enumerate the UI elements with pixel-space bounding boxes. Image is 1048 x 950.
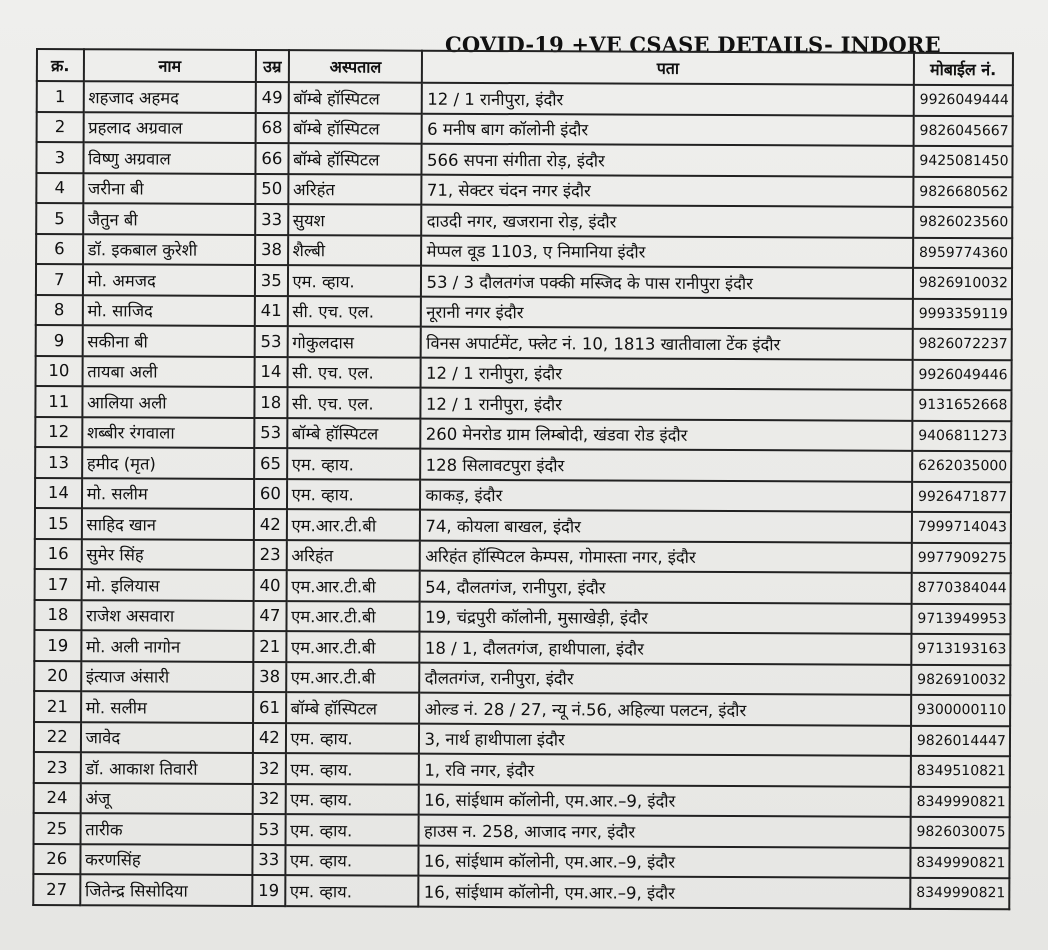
cell-mobile: 9406811273 <box>912 420 1012 451</box>
table-row <box>35 386 1011 421</box>
cell-serial: 4 <box>36 173 83 204</box>
table-row <box>36 234 1012 269</box>
cell-address: हाउस न. 258, आजाद नगर, इंदौर <box>419 815 910 848</box>
cell-mobile: 9713193163 <box>911 634 1011 665</box>
cell-mobile: 8959774360 <box>913 237 1013 268</box>
cell-serial: 16 <box>35 538 82 569</box>
cell-name: मो. अमजद <box>83 264 256 295</box>
header-mobile: मोबाईल नं. <box>913 53 1013 85</box>
cell-name: तायबा अली <box>82 356 255 387</box>
cell-hospital: एम.आर.टी.बी <box>286 570 420 601</box>
cell-mobile: 8349990821 <box>910 786 1010 817</box>
table-row <box>34 599 1010 634</box>
cell-age: 61 <box>253 692 286 723</box>
table-row <box>35 478 1011 513</box>
cell-hospital: बॉम्बे हॉस्पिटल <box>287 418 421 449</box>
cell-hospital: एम.आर.टी.बी <box>286 601 420 632</box>
cell-address: 566 सपना संगीता रोड़, इंदौर <box>422 144 913 177</box>
header-age: उम्र <box>256 50 289 82</box>
cell-hospital: बॉम्बे हॉस्पिटल <box>288 82 422 113</box>
table-row <box>35 538 1011 573</box>
cell-age: 33 <box>255 204 288 235</box>
cell-mobile: 9425081450 <box>913 146 1013 177</box>
table-row <box>36 295 1012 330</box>
cell-address: 16, सांईधाम कॉलोनी, एम.आर.–9, इंदौर <box>419 784 910 817</box>
cell-hospital: सी. एच. एल. <box>287 296 421 327</box>
cell-name: सकीना बी <box>82 325 255 356</box>
cell-hospital: एम. व्हाय. <box>285 753 419 784</box>
cell-name: जावेद <box>81 722 254 753</box>
cell-hospital: एम. व्हाय. <box>287 448 421 479</box>
cell-mobile: 9826910032 <box>912 268 1012 299</box>
case-details-table <box>32 48 1014 910</box>
cell-age: 68 <box>256 112 289 143</box>
cell-hospital: बॉम्बे हॉस्पिटल <box>286 692 420 723</box>
cell-mobile: 9926049446 <box>912 359 1012 390</box>
cell-hospital: बॉम्बे हॉस्पिटल <box>288 113 422 144</box>
cell-name: प्रहलाद अग्रवाल <box>83 112 256 143</box>
cell-age: 53 <box>255 326 288 357</box>
cell-mobile: 8349990821 <box>910 878 1010 909</box>
cell-age: 21 <box>253 631 286 662</box>
cell-mobile: 9826045667 <box>913 115 1013 146</box>
table-row <box>35 417 1011 452</box>
table-row <box>35 508 1011 543</box>
cell-name: सुमेर सिंह <box>81 539 254 570</box>
cell-hospital: एम. व्हाय. <box>286 723 420 754</box>
cell-age: 32 <box>253 783 286 814</box>
cell-mobile: 8349990821 <box>910 847 1010 878</box>
cell-serial: 2 <box>37 112 84 143</box>
cell-name: डॉ. आकाश तिवारी <box>80 752 253 783</box>
cell-hospital: एम.आर.टी.बी <box>286 662 420 693</box>
table-row <box>34 752 1010 787</box>
cell-address: 3, नार्थ हाथीपाला इंदौर <box>419 723 910 756</box>
cell-serial: 26 <box>33 843 80 874</box>
table-row <box>34 630 1010 665</box>
cell-hospital: शैल्बी <box>288 235 422 266</box>
table-row <box>36 173 1012 208</box>
cell-age: 53 <box>253 814 286 845</box>
cell-mobile: 9826680562 <box>913 176 1013 207</box>
cell-address: 18 / 1, दौलतगंज, हाथीपाला, इंदौर <box>420 632 911 665</box>
header-name: नाम <box>84 49 257 82</box>
document-title: COVID-19 +VE CSASE DETAILS- INDORE <box>445 32 941 57</box>
cell-age: 42 <box>253 722 286 753</box>
cell-name: जरीना बी <box>83 173 256 204</box>
cell-age: 49 <box>256 82 289 113</box>
cell-serial: 20 <box>34 660 81 691</box>
table-row <box>36 264 1012 299</box>
cell-hospital: एम. व्हाय. <box>285 875 419 906</box>
cell-age: 23 <box>254 539 287 570</box>
cell-serial: 14 <box>35 478 82 509</box>
cell-mobile: 9977909275 <box>911 542 1011 573</box>
cell-mobile: 9926049444 <box>913 85 1013 116</box>
table-row <box>35 447 1011 482</box>
cell-address: अरिहंत हॉस्पिटल केम्पस, गोमास्ता नगर, इंदौर <box>420 540 911 573</box>
cell-age: 66 <box>256 143 289 174</box>
cell-name: साहिद खान <box>82 508 255 539</box>
cell-hospital: एम.आर.टी.बी <box>286 631 420 662</box>
cell-name: हमीद (मृत) <box>82 447 255 478</box>
cell-name: शब्बीर रंगवाला <box>82 417 255 448</box>
cell-serial: 21 <box>34 691 81 722</box>
table-row <box>37 112 1013 147</box>
cell-serial: 22 <box>34 721 81 752</box>
cell-address: 6 मनीष बाग कॉलोनी इंदौर <box>422 113 913 146</box>
cell-serial: 24 <box>34 782 81 813</box>
cell-hospital: एम.आर.टी.बी <box>286 509 420 540</box>
cell-address: काकड़, इंदौर <box>420 479 911 512</box>
cell-name: शहजाद अहमद <box>83 81 256 112</box>
table-header-row <box>37 49 1013 85</box>
cell-serial: 23 <box>34 752 81 783</box>
table-row <box>34 691 1010 726</box>
table-row <box>37 81 1013 116</box>
table-row <box>33 874 1009 909</box>
cell-name: मो. इलियास <box>81 569 254 600</box>
header-hospital: अस्पताल <box>288 50 422 83</box>
cell-serial: 7 <box>36 264 83 295</box>
cell-name: करणसिंह <box>80 844 253 875</box>
cell-name: मो. सलीम <box>82 478 255 509</box>
cell-age: 53 <box>254 417 287 448</box>
cell-age: 47 <box>254 600 287 631</box>
cell-hospital: एम. व्हाय. <box>288 265 422 296</box>
cell-hospital: अरिहंत <box>288 174 422 205</box>
cell-mobile: 9826023560 <box>913 207 1013 238</box>
cell-serial: 5 <box>36 203 83 234</box>
table-row <box>36 142 1012 177</box>
cell-age: 19 <box>252 875 285 906</box>
cell-mobile: 9826910032 <box>911 664 1011 695</box>
cell-serial: 13 <box>35 447 82 478</box>
header-serial: क्र. <box>37 49 84 81</box>
cell-age: 32 <box>253 753 286 784</box>
cell-name: अंजू <box>80 783 253 814</box>
cell-address: 19, चंद्रपुरी कॉलोनी, मुसाखेड़ी, इंदौर <box>420 601 911 634</box>
cell-address: मेप्पल वूड 1103, ए निमानिया इंदौर <box>422 235 913 268</box>
cell-name: डॉ. इकबाल कुरेशी <box>83 234 256 265</box>
cell-hospital: बॉम्बे हॉस्पिटल <box>288 143 422 174</box>
cell-address: विनस अपार्टमेंट, फ्लेट नं. 10, 1813 खातीवाला टेंक इंदौर <box>421 327 912 360</box>
cell-name: इंत्याज अंसारी <box>81 661 254 692</box>
cell-serial: 18 <box>34 599 81 630</box>
cell-mobile: 7999714043 <box>911 512 1011 543</box>
cell-hospital: सुयश <box>288 204 422 235</box>
cell-mobile: 9300000110 <box>911 695 1011 726</box>
cell-address: 53 / 3 दौलतगंज पक्की मस्जिद के पास रानीपुरा इंदौर <box>421 266 912 299</box>
cell-age: 65 <box>254 448 287 479</box>
cell-hospital: अरिहंत <box>286 540 420 571</box>
cell-serial: 10 <box>36 356 83 387</box>
cell-address: 12 / 1 रानीपुरा, इंदौर <box>421 388 912 421</box>
cell-address: 12 / 1 रानीपुरा, इंदौर <box>422 83 913 116</box>
cell-serial: 17 <box>35 569 82 600</box>
table-row <box>35 569 1011 604</box>
cell-address: दौलतगंज, रानीपुरा, इंदौर <box>420 662 911 695</box>
cell-name: तारीक <box>80 813 253 844</box>
cell-age: 38 <box>255 234 288 265</box>
cell-age: 40 <box>254 570 287 601</box>
cell-serial: 11 <box>35 386 82 417</box>
cell-serial: 8 <box>36 295 83 326</box>
cell-address: 16, सांईधाम कॉलोनी, एम.आर.–9, इंदौर <box>419 876 910 909</box>
cell-address: 260 मेनरोड ग्राम लिम्बोदी, खंडवा रोड इंदौर <box>421 418 912 451</box>
cell-mobile: 9926471877 <box>912 481 1012 512</box>
cell-name: जैतुन बी <box>83 203 256 234</box>
cell-name: राजेश असवारा <box>81 600 254 631</box>
cell-serial: 6 <box>36 234 83 265</box>
cell-mobile: 9826014447 <box>910 725 1010 756</box>
cell-serial: 12 <box>35 417 82 448</box>
cell-mobile: 9131652668 <box>912 390 1012 421</box>
table-row <box>34 782 1010 817</box>
cell-hospital: एम. व्हाय. <box>285 814 419 845</box>
cell-name: विष्णु अग्रवाल <box>83 142 256 173</box>
cell-mobile: 9993359119 <box>912 298 1012 329</box>
cell-serial: 27 <box>33 874 80 905</box>
cell-address: ओल्ड नं. 28 / 27, न्यू नं.56, अहिल्या पलटन, इंदौर <box>420 693 911 726</box>
cell-serial: 9 <box>36 325 83 356</box>
cell-serial: 25 <box>34 813 81 844</box>
table-row <box>34 721 1010 756</box>
cell-address: 16, सांईधाम कॉलोनी, एम.आर.–9, इंदौर <box>419 845 910 878</box>
cell-serial: 19 <box>34 630 81 661</box>
cell-address: दाउदी नगर, खजराना रोड़, इंदौर <box>422 205 913 238</box>
cell-name: मो. सलीम <box>81 691 254 722</box>
cell-hospital: एम. व्हाय. <box>285 845 419 876</box>
table-row <box>36 356 1012 391</box>
table-row <box>34 660 1010 695</box>
cell-age: 35 <box>255 265 288 296</box>
cell-mobile: 9826072237 <box>912 329 1012 360</box>
cell-mobile: 9713949953 <box>911 603 1011 634</box>
cell-address: 128 सिलावटपुरा इंदौर <box>421 449 912 482</box>
cell-name: मो. साजिद <box>82 295 255 326</box>
cell-address: 12 / 1 रानीपुरा, इंदौर <box>421 357 912 390</box>
table-row <box>36 325 1012 360</box>
cell-name: मो. अली नागोन <box>81 630 254 661</box>
table-row <box>33 843 1009 878</box>
header-address: पता <box>422 51 913 85</box>
cell-age: 42 <box>254 509 287 540</box>
cell-hospital: एम. व्हाय. <box>285 784 419 815</box>
cell-age: 50 <box>255 173 288 204</box>
cell-address: 54, दौलतगंज, रानीपुरा, इंदौर <box>420 571 911 604</box>
cell-hospital: सी. एच. एल. <box>287 387 421 418</box>
table-row <box>36 203 1012 238</box>
cell-address: 1, रवि नगर, इंदौर <box>419 754 910 787</box>
cell-age: 33 <box>253 844 286 875</box>
cell-address: नूरानी नगर इंदौर <box>421 296 912 329</box>
cell-age: 38 <box>253 661 286 692</box>
cell-age: 60 <box>254 478 287 509</box>
cell-serial: 1 <box>37 81 84 112</box>
table-row <box>34 813 1010 848</box>
cell-mobile: 6262035000 <box>912 451 1012 482</box>
cell-name: जितेन्द्र सिसोदिया <box>80 874 253 905</box>
cell-mobile: 9826030075 <box>910 817 1010 848</box>
cell-age: 18 <box>255 387 288 418</box>
cell-hospital: एम. व्हाय. <box>287 479 421 510</box>
cell-address: 71, सेक्टर चंदन नगर इंदौर <box>422 174 913 207</box>
cell-mobile: 8770384044 <box>911 573 1011 604</box>
cell-name: आलिया अली <box>82 386 255 417</box>
cell-serial: 3 <box>36 142 83 173</box>
cell-hospital: गोकुलदास <box>287 326 421 357</box>
cell-address: 74, कोयला बाखल, इंदौर <box>420 510 911 543</box>
cell-serial: 15 <box>35 508 82 539</box>
cell-age: 14 <box>255 356 288 387</box>
cell-age: 41 <box>255 295 288 326</box>
cell-mobile: 8349510821 <box>910 756 1010 787</box>
cell-hospital: सी. एच. एल. <box>287 357 421 388</box>
